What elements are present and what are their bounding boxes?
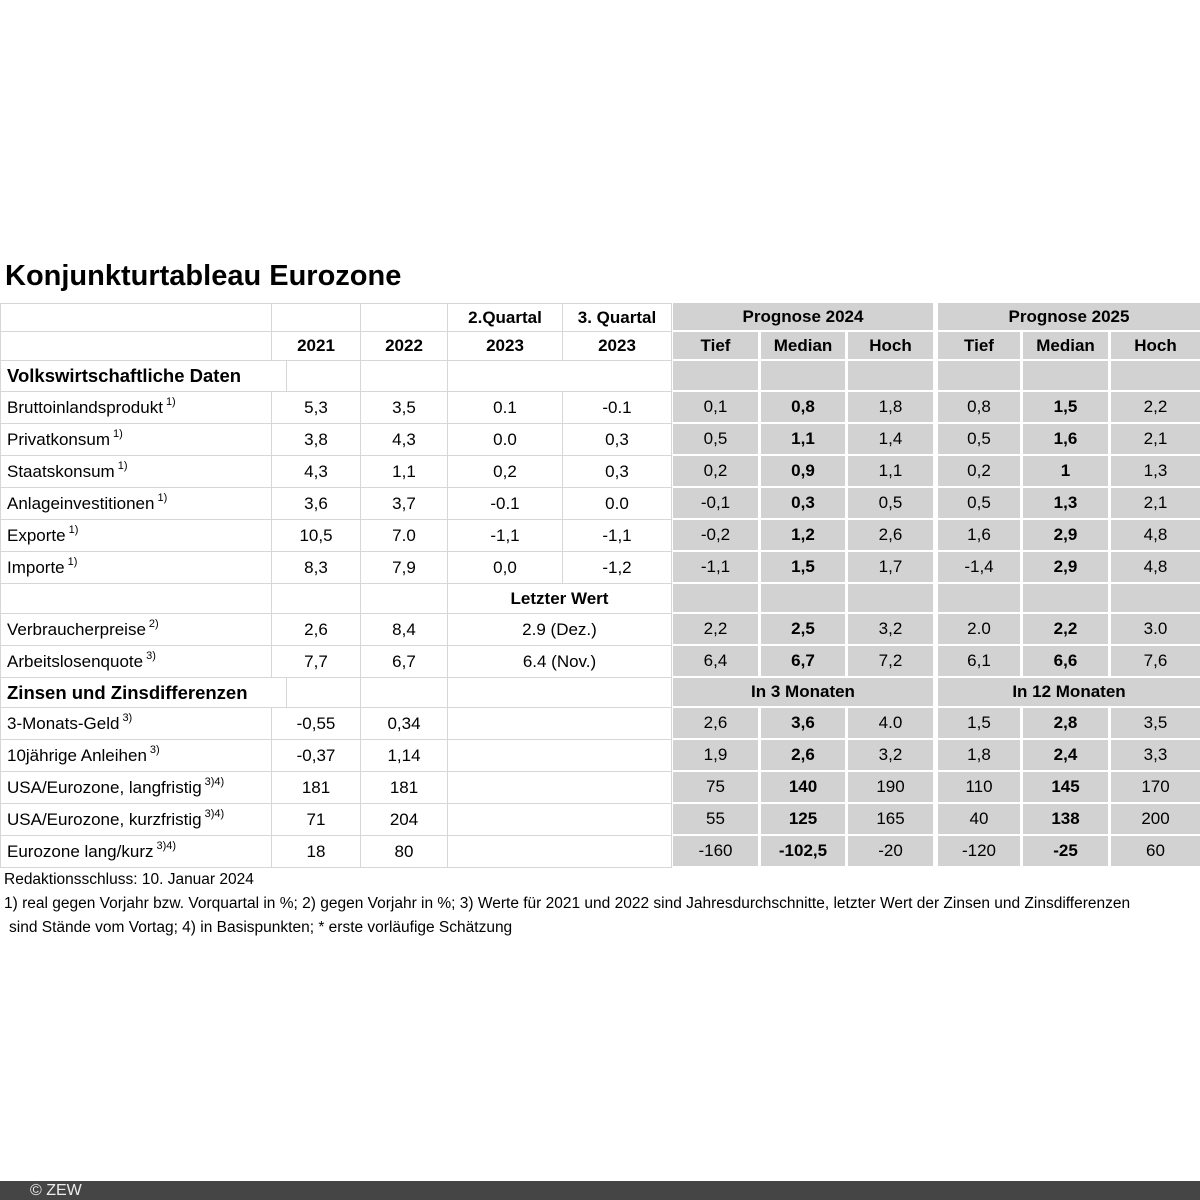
empty-cell: [448, 708, 672, 740]
cell-hoch-2024: 0,5: [845, 488, 933, 520]
empty-gray-cell: [1108, 361, 1200, 392]
letzter-wert-row: [0, 584, 1200, 614]
footnote-line-1: 1) real gegen Vorjahr bzw. Vorquartal in %; 2) gegen Vorjahr in %; 3) Werte für 2021 und 2022 sind Jahresdurchschnitte, letzter Wert der Zinsen und Zinsdifferenzen: [4, 895, 1131, 912]
cell-median-2024: 1,2: [758, 520, 845, 552]
cell-hoch-2025: 1,3: [1108, 456, 1200, 488]
empty-cell: [448, 804, 672, 836]
section-title: Volkswirtschaftliche Daten: [0, 361, 287, 392]
cell-q3-2023: -1,1: [563, 520, 672, 552]
cell-2022: 80: [361, 836, 448, 868]
row-label: Arbeitslosenquote 3): [0, 646, 272, 678]
cell-hoch-3m: 165: [845, 804, 933, 836]
empty-cell: [448, 678, 672, 708]
footnotes: [4, 871, 1196, 937]
cell-hoch-12m: 3,5: [1108, 708, 1200, 740]
redaktionsschluss-note: Redaktionsschluss: 10. Januar 2024: [4, 871, 254, 888]
cell-hoch-2024: 1,7: [845, 552, 933, 584]
empty-gray-cell: [1020, 361, 1108, 392]
cell-2021: 71: [272, 804, 361, 836]
cell-tief-12m: 1,5: [933, 708, 1020, 740]
empty-gray-cell: [933, 361, 1020, 392]
cell-2022: 6,7: [361, 646, 448, 678]
cell-hoch-12m: 200: [1108, 804, 1200, 836]
cell-2021: 3,8: [272, 424, 361, 456]
cell-median-2024: 1,5: [758, 552, 845, 584]
cell-hoch-2025: 4,8: [1108, 552, 1200, 584]
cell-2022: 204: [361, 804, 448, 836]
cell-q2-2023: 0.0: [448, 424, 563, 456]
cell-hoch-2025: 3.0: [1108, 614, 1200, 646]
cell-median-2025: 1: [1020, 456, 1108, 488]
cell-hoch-2024: 1,4: [845, 424, 933, 456]
cell-median-12m: -25: [1020, 836, 1108, 868]
cell-2022: 7,9: [361, 552, 448, 584]
header-in-3-monaten: In 3 Monaten: [672, 678, 933, 708]
copyright-text: © ZEW: [30, 1181, 82, 1199]
cell-hoch-3m: -20: [845, 836, 933, 868]
footnote-marker: 3): [122, 711, 133, 724]
footnote-marker: 3): [146, 649, 156, 662]
cell-median-2024: 6,7: [758, 646, 845, 678]
cell-q3-2023: 0,3: [563, 456, 672, 488]
cell-hoch-3m: 3,2: [845, 740, 933, 772]
cell-2022: 3,7: [361, 488, 448, 520]
cell-tief-3m: 75: [672, 772, 758, 804]
header-empty-cell: [0, 303, 272, 332]
cell-letzter-wert: 2.9 (Dez.): [448, 614, 672, 646]
cell-q2-2023: 0,0: [448, 552, 563, 584]
cell-median-2024: 0,3: [758, 488, 845, 520]
table-row-exporte: [0, 520, 1200, 552]
cell-tief-3m: 2,6: [672, 708, 758, 740]
cell-tief-2024: 0,2: [672, 456, 758, 488]
cell-tief-3m: -160: [672, 836, 758, 868]
empty-gray-cell: [845, 361, 933, 392]
section-title: Zinsen und Zinsdifferenzen: [0, 678, 287, 708]
cell-2021: 7,7: [272, 646, 361, 678]
empty-cell: [0, 584, 272, 614]
cell-median-2024: 0,8: [758, 392, 845, 424]
cell-2021: 10,5: [272, 520, 361, 552]
cell-median-12m: 2,4: [1020, 740, 1108, 772]
cell-tief-2024: -0,2: [672, 520, 758, 552]
cell-q3-2023: -1,2: [563, 552, 672, 584]
table-row-10jaehrige-anleihen: [0, 740, 1200, 772]
row-label: Exporte 1): [0, 520, 272, 552]
table-row-verbraucherpreise: [0, 614, 1200, 646]
empty-gray-cell: [845, 584, 933, 614]
section-row-volkswirtschaftliche-daten: [0, 361, 1200, 392]
cell-tief-2024: 6,4: [672, 646, 758, 678]
row-label: Importe 1): [0, 552, 272, 584]
cell-median-2025: 1,5: [1020, 392, 1108, 424]
cell-hoch-2024: 1,8: [845, 392, 933, 424]
cell-2021: -0,55: [272, 708, 361, 740]
cell-tief-2024: 0,5: [672, 424, 758, 456]
cell-q3-2023: -0.1: [563, 392, 672, 424]
empty-cell: [448, 836, 672, 868]
cell-letzter-wert: 6.4 (Nov.): [448, 646, 672, 678]
footnote-marker: 3)4): [204, 775, 225, 788]
footnote-marker: 1): [68, 523, 79, 536]
cell-median-2025: 2,2: [1020, 614, 1108, 646]
header-empty-cell: [272, 303, 361, 332]
table-header-row-1: [0, 303, 1200, 332]
cell-hoch-2024: 2,6: [845, 520, 933, 552]
header-q3: 3. Quartal: [563, 303, 672, 332]
footnote-marker: 3)4): [156, 839, 177, 852]
empty-gray-cell: [1020, 584, 1108, 614]
cell-2022: 0,34: [361, 708, 448, 740]
cell-hoch-2025: 2,2: [1108, 392, 1200, 424]
cell-tief-2025: 0,5: [933, 424, 1020, 456]
row-label: Privatkonsum 1): [0, 424, 272, 456]
empty-cell: [361, 584, 448, 614]
table-row-usa-eurozone-langfristig: [0, 772, 1200, 804]
cell-hoch-2025: 2,1: [1108, 488, 1200, 520]
cell-q2-2023: -0.1: [448, 488, 563, 520]
header-2021: 2021: [272, 332, 361, 361]
cell-2022: 1,14: [361, 740, 448, 772]
header-median-2024: Median: [758, 332, 845, 361]
header-tief-2025: Tief: [933, 332, 1020, 361]
cell-median-3m: 3,6: [758, 708, 845, 740]
cell-hoch-3m: 4.0: [845, 708, 933, 740]
page-title: Konjunkturtableau Eurozone: [5, 260, 402, 292]
cell-median-2025: 6,6: [1020, 646, 1108, 678]
cell-tief-2025: -1,4: [933, 552, 1020, 584]
empty-cell: [448, 772, 672, 804]
header-empty-cell: [0, 332, 272, 361]
cell-median-2025: 1,6: [1020, 424, 1108, 456]
header-prognose-2025: Prognose 2025: [933, 303, 1200, 332]
cell-tief-12m: 40: [933, 804, 1020, 836]
footnote-marker: 3): [149, 743, 160, 756]
copyright-bar: [0, 1181, 1200, 1200]
cell-2021: 4,3: [272, 456, 361, 488]
empty-gray-cell: [672, 361, 758, 392]
header-empty-cell: [361, 303, 448, 332]
cell-median-2024: 2,5: [758, 614, 845, 646]
cell-2021: 181: [272, 772, 361, 804]
cell-tief-2025: 1,6: [933, 520, 1020, 552]
header-tief-2024: Tief: [672, 332, 758, 361]
cell-tief-12m: 1,8: [933, 740, 1020, 772]
footnote-marker: 3)4): [204, 807, 225, 820]
footnote-marker: 1): [67, 555, 78, 568]
cell-q2-2023: -1,1: [448, 520, 563, 552]
cell-2021: 2,6: [272, 614, 361, 646]
cell-2021: 5,3: [272, 392, 361, 424]
empty-gray-cell: [672, 584, 758, 614]
footnote-marker: 1): [165, 395, 176, 408]
cell-hoch-2024: 7,2: [845, 646, 933, 678]
cell-median-12m: 138: [1020, 804, 1108, 836]
cell-tief-12m: 110: [933, 772, 1020, 804]
cell-2021: -0,37: [272, 740, 361, 772]
empty-cell: [361, 678, 448, 708]
cell-hoch-2024: 3,2: [845, 614, 933, 646]
footnote-marker: 1): [157, 491, 168, 504]
empty-cell: [361, 361, 448, 392]
cell-2021: 3,6: [272, 488, 361, 520]
row-label: Bruttoinlandsprodukt 1): [0, 392, 272, 424]
cell-q2-2023: 0.1: [448, 392, 563, 424]
row-label: 10jährige Anleihen 3): [0, 740, 272, 772]
cell-hoch-2024: 1,1: [845, 456, 933, 488]
cell-hoch-2025: 4,8: [1108, 520, 1200, 552]
cell-2022: 8,4: [361, 614, 448, 646]
empty-cell: [287, 678, 361, 708]
cell-hoch-2025: 2,1: [1108, 424, 1200, 456]
empty-cell: [272, 584, 361, 614]
empty-cell: [287, 361, 361, 392]
cell-median-2025: 1,3: [1020, 488, 1108, 520]
cell-q3-2023: 0,3: [563, 424, 672, 456]
row-label: USA/Eurozone, kurzfristig 3)4): [0, 804, 272, 836]
empty-cell: [448, 361, 672, 392]
cell-q3-2023: 0.0: [563, 488, 672, 520]
cell-median-2024: 0,9: [758, 456, 845, 488]
cell-hoch-2025: 7,6: [1108, 646, 1200, 678]
cell-2022: 3,5: [361, 392, 448, 424]
cell-tief-2025: 6,1: [933, 646, 1020, 678]
table-row-privatkonsum: [0, 424, 1200, 456]
cell-median-3m: 140: [758, 772, 845, 804]
row-label: 3-Monats-Geld 3): [0, 708, 272, 740]
cell-tief-2024: 2,2: [672, 614, 758, 646]
table-row-anlageinvestitionen: [0, 488, 1200, 520]
header-2022: 2022: [361, 332, 448, 361]
cell-2022: 181: [361, 772, 448, 804]
empty-gray-cell: [933, 584, 1020, 614]
row-label: Anlageinvestitionen 1): [0, 488, 272, 520]
row-label: Eurozone lang/kurz 3)4): [0, 836, 272, 868]
cell-median-2024: 1,1: [758, 424, 845, 456]
cell-median-3m: 125: [758, 804, 845, 836]
header-hoch-2025: Hoch: [1108, 332, 1200, 361]
cell-2021: 18: [272, 836, 361, 868]
header-hoch-2024: Hoch: [845, 332, 933, 361]
table-row-staatskonsum: [0, 456, 1200, 488]
table-row-importe: [0, 552, 1200, 584]
header-2023-q3: 2023: [563, 332, 672, 361]
cell-tief-2024: -1,1: [672, 552, 758, 584]
table-row-eurozone-lang-kurz: [0, 836, 1200, 868]
table-row-usa-eurozone-kurzfristig: [0, 804, 1200, 836]
cell-tief-12m: -120: [933, 836, 1020, 868]
cell-median-3m: 2,6: [758, 740, 845, 772]
cell-2022: 1,1: [361, 456, 448, 488]
cell-tief-3m: 55: [672, 804, 758, 836]
cell-q2-2023: 0,2: [448, 456, 563, 488]
footnote-marker: 2): [148, 617, 159, 630]
header-median-2025: Median: [1020, 332, 1108, 361]
cell-median-12m: 145: [1020, 772, 1108, 804]
header-q2: 2.Quartal: [448, 303, 563, 332]
cell-2022: 4,3: [361, 424, 448, 456]
konjunktur-table: [0, 303, 1200, 868]
row-label: Verbraucherpreise 2): [0, 614, 272, 646]
cell-tief-2025: 2.0: [933, 614, 1020, 646]
cell-median-2025: 2,9: [1020, 520, 1108, 552]
row-label: Staatskonsum 1): [0, 456, 272, 488]
cell-hoch-12m: 170: [1108, 772, 1200, 804]
empty-gray-cell: [758, 584, 845, 614]
cell-tief-2024: -0,1: [672, 488, 758, 520]
footnote-marker: 1): [112, 427, 123, 440]
cell-median-12m: 2,8: [1020, 708, 1108, 740]
table-row-arbeitslosenquote: [0, 646, 1200, 678]
table-row-3-monats-geld: [0, 708, 1200, 740]
section-row-zinsen: [0, 678, 1200, 708]
table-header-row-2: [0, 332, 1200, 361]
cell-tief-2025: 0,2: [933, 456, 1020, 488]
cell-median-3m: -102,5: [758, 836, 845, 868]
cell-tief-2025: 0,5: [933, 488, 1020, 520]
cell-tief-3m: 1,9: [672, 740, 758, 772]
cell-median-2025: 2,9: [1020, 552, 1108, 584]
table-row-bruttoinlandsprodukt: [0, 392, 1200, 424]
cell-hoch-12m: 60: [1108, 836, 1200, 868]
cell-hoch-3m: 190: [845, 772, 933, 804]
footnote-marker: 1): [117, 459, 128, 472]
cell-tief-2024: 0,1: [672, 392, 758, 424]
header-letzter-wert: Letzter Wert: [448, 584, 672, 614]
empty-cell: [448, 740, 672, 772]
header-prognose-2024: Prognose 2024: [672, 303, 933, 332]
footnote-line-2: sind Stände vom Vortag; 4) in Basispunkten; * erste vorläufige Schätzung: [9, 919, 513, 936]
row-label: USA/Eurozone, langfristig 3)4): [0, 772, 272, 804]
empty-gray-cell: [758, 361, 845, 392]
cell-tief-2025: 0,8: [933, 392, 1020, 424]
cell-2021: 8,3: [272, 552, 361, 584]
cell-2022: 7.0: [361, 520, 448, 552]
cell-hoch-12m: 3,3: [1108, 740, 1200, 772]
header-2023-q2: 2023: [448, 332, 563, 361]
header-in-12-monaten: In 12 Monaten: [933, 678, 1200, 708]
empty-gray-cell: [1108, 584, 1200, 614]
